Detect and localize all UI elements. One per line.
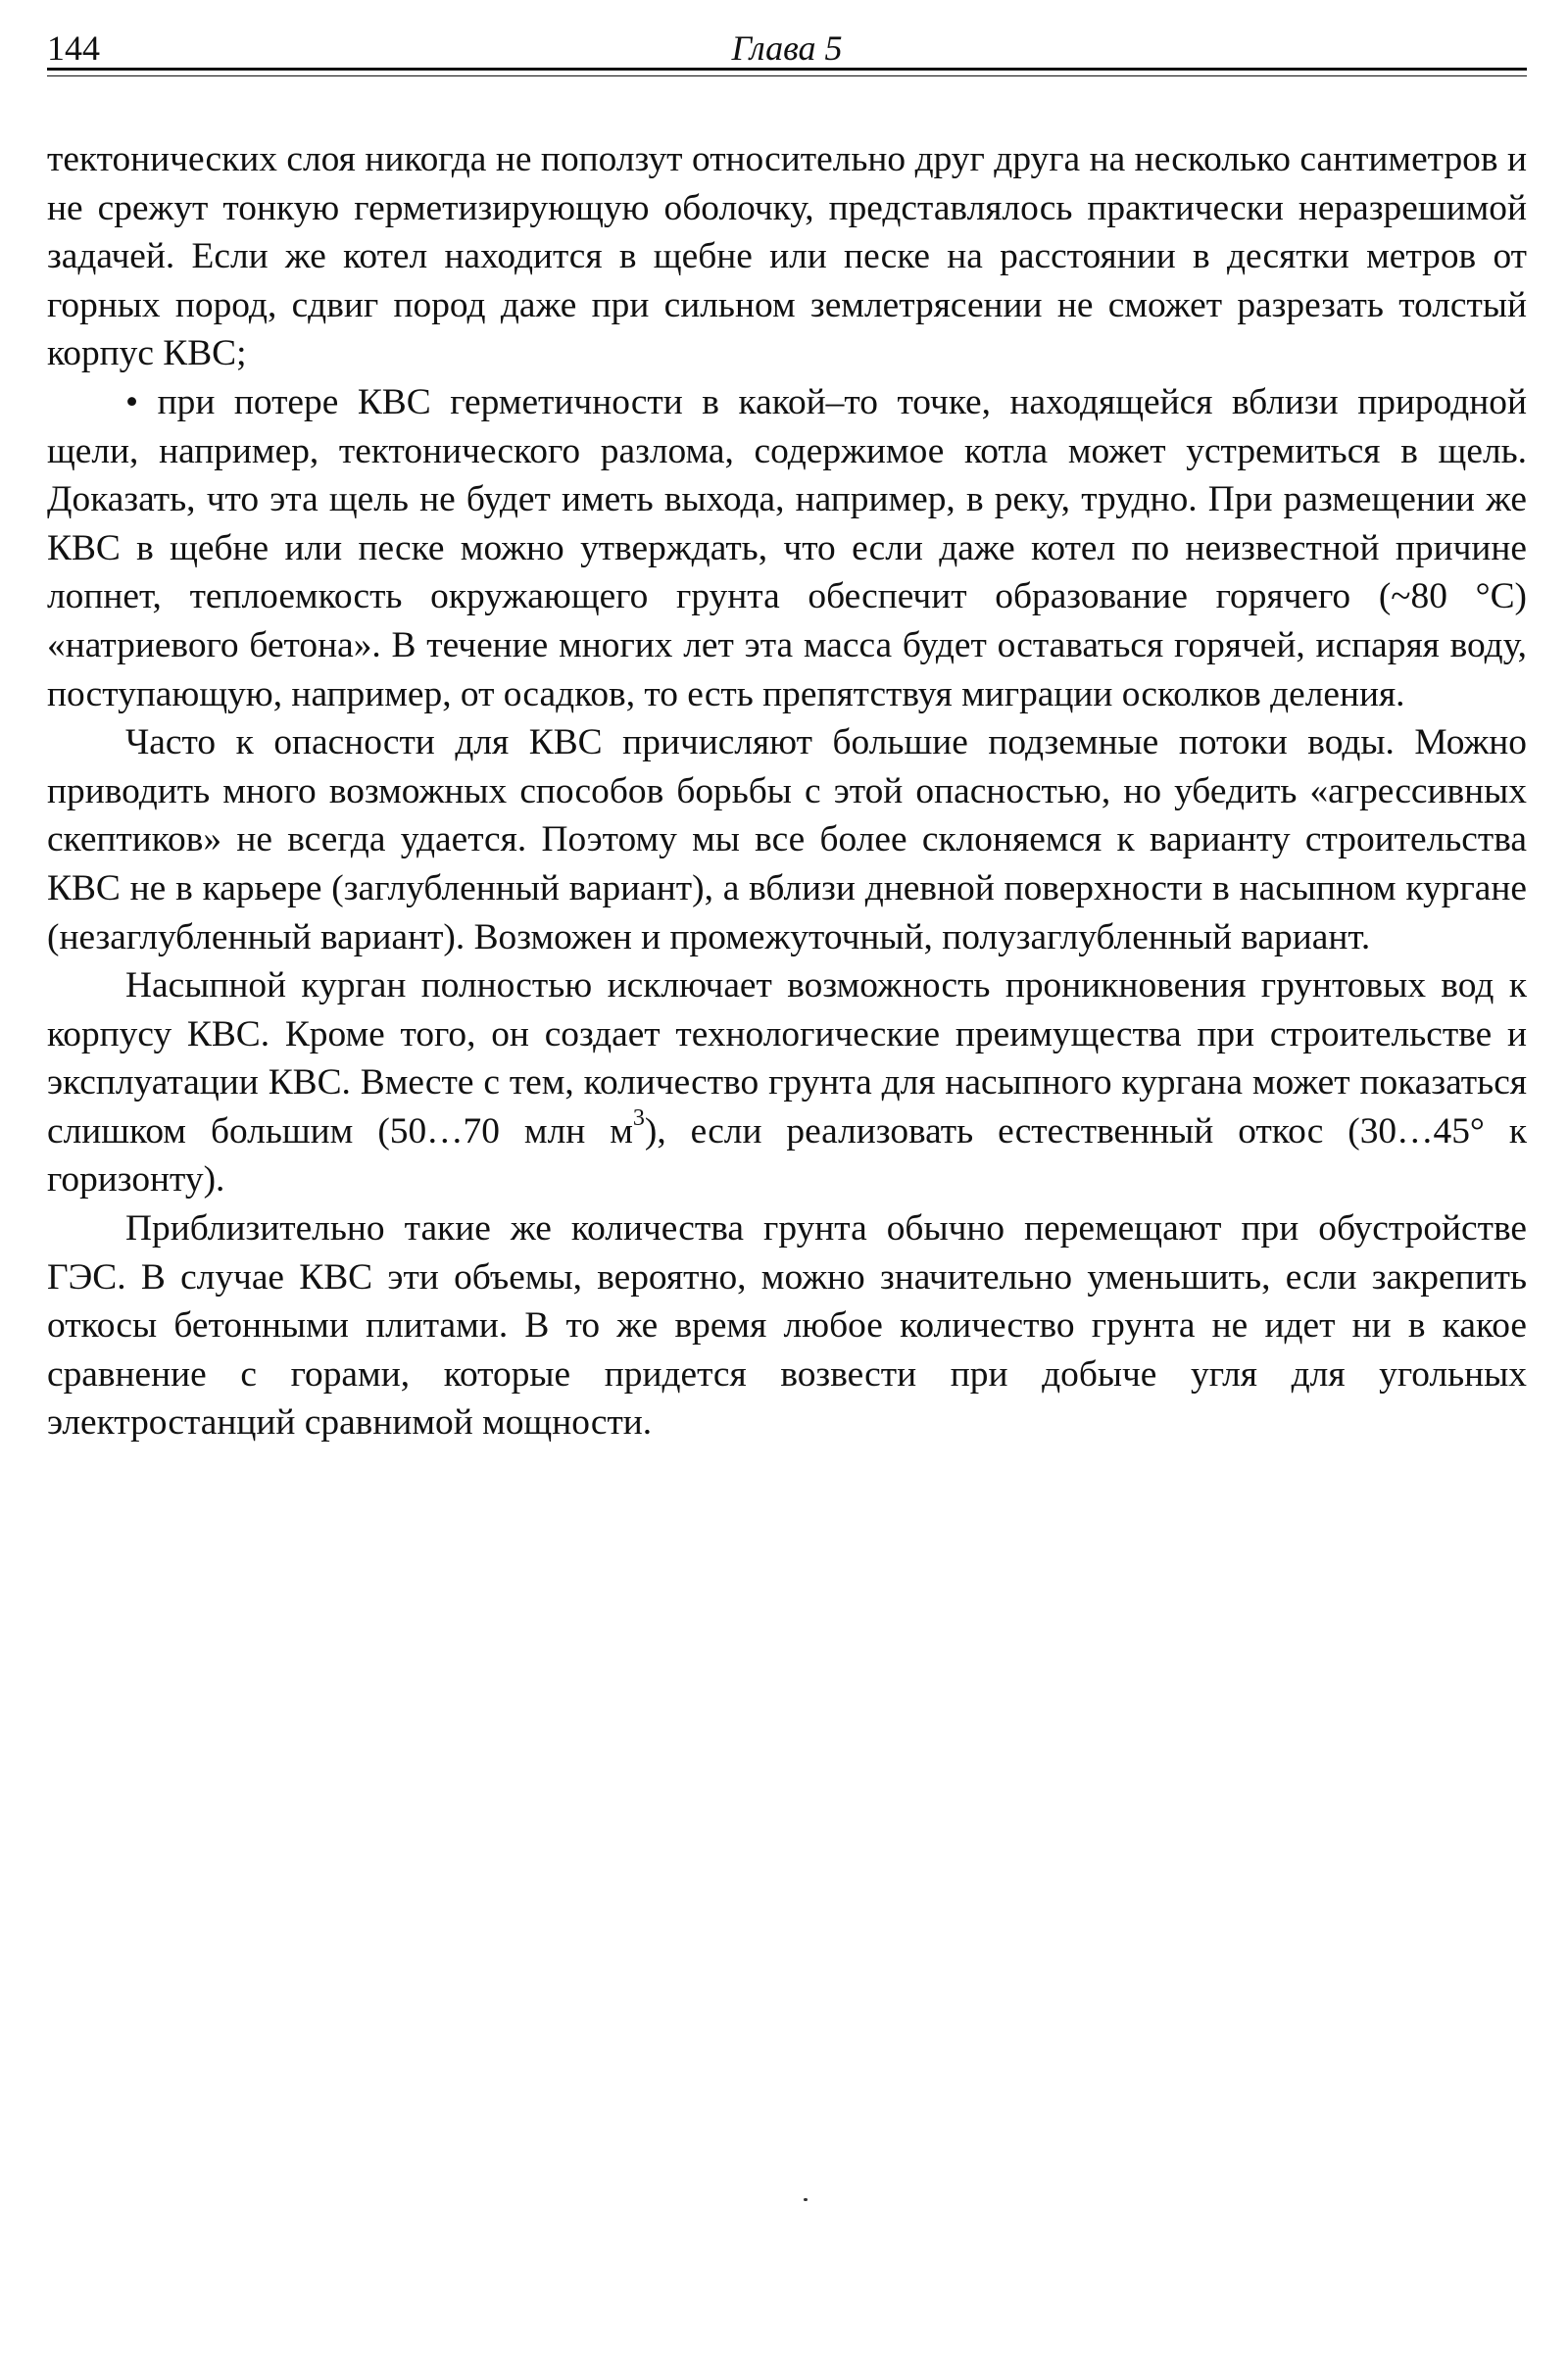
paragraph-mound: [47, 961, 1527, 1204]
scan-speck: [804, 2198, 808, 2201]
chapter-running-head: Глава 5: [731, 28, 843, 68]
page-header: [47, 20, 1527, 71]
page-number: 144: [47, 28, 100, 68]
mound-text-part2: ), если реализовать естественный откос (30…45° к горизонту).: [47, 1110, 1527, 1201]
cubic-superscript: 3: [632, 1104, 645, 1131]
header-rule-thin: [47, 75, 1527, 76]
bullet-paragraph: • при потере КВС герметичности в какой–то точке, находящейся вблизи природной щели, например, тектонического разлома, содержимое котла может устремиться в щель. Доказать, что эта щель не будет иметь выхода, например, в реку, трудно. При размещении же КВС в щебне или песке можно утверждать, что если даже котел по неизвестной причине лопнет, теплоемкость окружающего грунта обеспечит образование горячего (~80 °С) «натриевого бетона». В течение многих лет эта масса будет оставаться горячей, испаряя воду, поступающую, например, от осадков, то есть препятствуя миграции осколков деления.: [47, 381, 1527, 714]
body-text: [47, 135, 1527, 1447]
paragraph-soil-volume: Приблизительно такие же количества грунта обычно перемещают при обустройстве ГЭС. В случае КВС эти объемы, вероятно, можно значительно уменьшить, если закрепить откосы бетонными плитами. В то же время любое количество грунта не идет ни в какое сравнение с горами, которые придется возвести при добыче угля для угольных электростанций сравнимой мощности.: [47, 1208, 1527, 1444]
book-page: [47, 20, 1527, 1447]
header-rule: [47, 68, 1527, 71]
mound-text-part1: Насыпной курган полностью исключает возможность проникновения грунтовых вод к корпусу КВС. Кроме того, он создает технологические преимущества при строительстве и эксплуатации КВС. Вместе с тем, количество грунта для насыпного кургана может показаться слишком большим (50…70 млн м: [47, 965, 1527, 1152]
paragraph-groundwater: Часто к опасности для КВС причисляют большие подземные потоки воды. Можно приводить много возможных способов борьбы с этой опасностью, но убедить «агрессивных скептиков» не всегда удается. Поэтому мы все более склоняемся к варианту строительства КВС не в карьере (заглубленный вариант), а вблизи дневной поверхности в насыпном кургане (незаглубленный вариант). Возможен и промежуточный, полузаглубленный вариант.: [47, 722, 1527, 957]
paragraph-continuation: тектонических слоя никогда не поползут относительно друг друга на несколько сантиметров и не срежут тонкую герметизирующую оболочку, представлялось практически неразрешимой задачей. Если же котел находится в щебне или песке на расстоянии в десятки метров от горных пород, сдвиг пород даже при сильном землетрясении не сможет разрезать толстый корпус КВС;: [47, 139, 1527, 374]
